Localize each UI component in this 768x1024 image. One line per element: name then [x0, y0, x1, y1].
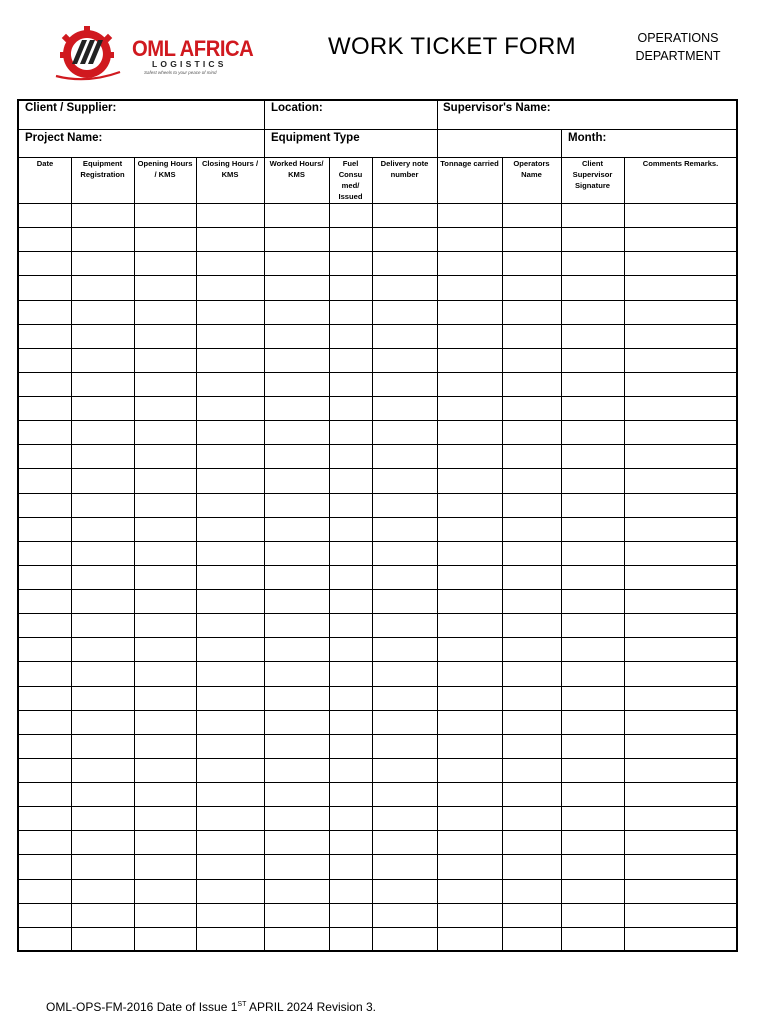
column-header: Date	[36, 159, 54, 168]
table-row-line	[19, 493, 737, 494]
column-divider	[437, 157, 438, 951]
column-header: Tonnage carried	[440, 159, 499, 168]
logo-gear-icon	[52, 26, 122, 82]
table-row-line	[19, 589, 737, 590]
project-name-field[interactable]: Project Name:	[25, 132, 103, 144]
column-header: Operators Name	[513, 159, 550, 179]
column-header-top-line	[19, 157, 737, 158]
column-divider	[329, 157, 330, 951]
table-row-line	[19, 927, 737, 928]
client-supplier-field[interactable]: Client / Supplier:	[25, 102, 117, 114]
table-row-line	[19, 686, 737, 687]
table-row-line	[19, 372, 737, 373]
table-row-line	[19, 468, 737, 469]
column-divider	[264, 157, 265, 951]
table-row-line	[19, 613, 737, 614]
table-row-line	[19, 300, 737, 301]
column-header-bottom-line	[19, 203, 737, 204]
info-divider-blank	[437, 129, 438, 157]
document-footer	[46, 1000, 376, 1014]
table-row-line	[19, 227, 737, 228]
column-divider	[372, 157, 373, 951]
table-row-line	[19, 348, 737, 349]
table-row-line	[19, 758, 737, 759]
table-row-line	[19, 830, 737, 831]
info-divider-month	[561, 129, 562, 157]
table-row-line	[19, 661, 737, 662]
column-header: Delivery note number	[380, 159, 429, 179]
table-row-line	[19, 275, 737, 276]
info-divider-equipment	[264, 129, 265, 157]
table-row-line	[19, 444, 737, 445]
brand-subtitle: LOGISTICS	[152, 59, 227, 69]
table-row-line	[19, 396, 737, 397]
table-row-line	[19, 879, 737, 880]
table-row-line	[19, 782, 737, 783]
footer-revision: APRIL 2024 Revision 3.	[246, 1000, 376, 1014]
table-row-line	[19, 734, 737, 735]
info-divider-supervisor	[437, 101, 438, 129]
column-header: Client Supervisor Signature	[572, 159, 613, 190]
table-row-line	[19, 324, 737, 325]
location-field[interactable]: Location:	[271, 102, 323, 114]
brand-tagline: Safest wheels to your peace of mind	[144, 70, 217, 75]
table-row-line	[19, 854, 737, 855]
column-divider	[624, 157, 625, 951]
equipment-type-field[interactable]: Equipment Type	[271, 132, 360, 144]
table-row-line	[19, 420, 737, 421]
column-divider	[502, 157, 503, 951]
department-line-1: OPERATIONS	[637, 31, 719, 45]
supervisor-name-field[interactable]: Supervisor's Name:	[443, 102, 551, 114]
column-header: Fuel Consu med/ Issued	[338, 159, 363, 201]
column-divider	[196, 157, 197, 951]
column-divider	[561, 157, 562, 951]
column-header: Closing Hours / KMS	[201, 159, 259, 179]
department-label	[628, 29, 728, 65]
form-title: WORK TICKET FORM	[328, 33, 576, 60]
column-header: Opening Hours / KMS	[137, 159, 193, 179]
table-row-line	[19, 541, 737, 542]
table-row-line	[19, 903, 737, 904]
table-row-line	[19, 251, 737, 252]
table-row-line	[19, 710, 737, 711]
footer-code: OML-OPS-FM-2016 Date of Issue 1	[46, 1000, 238, 1014]
brand-name: OML AFRICA	[132, 36, 254, 61]
column-divider	[71, 157, 72, 951]
column-header: Comments Remarks.	[642, 159, 719, 168]
info-divider-location	[264, 101, 265, 129]
month-field[interactable]: Month:	[568, 132, 607, 144]
column-header: Equipment Registration	[80, 159, 125, 179]
department-line-2: DEPARTMENT	[635, 49, 721, 63]
column-header: Worked Hours/ KMS	[269, 159, 324, 179]
table-row-line	[19, 565, 737, 566]
company-logo	[52, 26, 254, 82]
table-row-line	[19, 637, 737, 638]
table-row-line	[19, 806, 737, 807]
column-divider	[134, 157, 135, 951]
info-row-divider	[19, 129, 737, 130]
footer-superscript: ST	[237, 1001, 247, 1008]
table-row-line	[19, 517, 737, 518]
